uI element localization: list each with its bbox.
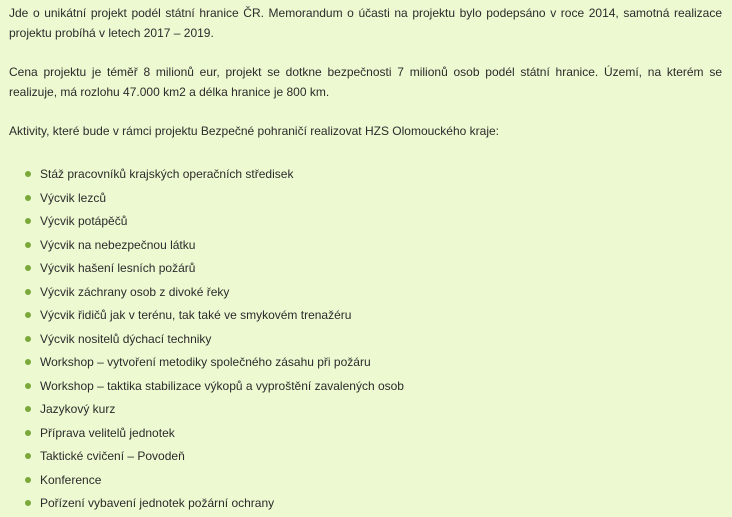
bullet-icon [25, 312, 31, 318]
activities-intro: Aktivity, které bude v rámci projektu Bezpečné pohraničí realizovat HZS Olomouckého kraje: [9, 124, 499, 138]
list-item-label: Pořízení vybavení jednotek požární ochrany [40, 496, 275, 510]
bullet-icon [25, 289, 31, 295]
bullet-icon [25, 195, 31, 201]
bullet-icon [25, 383, 31, 389]
list-item-label: Jazykový kurz [40, 402, 116, 416]
list-item-label: Výcvik lezců [40, 190, 107, 205]
list-item-label: Výcvik hašení lesních požárů [40, 261, 196, 275]
list-item-label: Výcvik řidičů jak v terénu, tak také ve smykovém trenažéru [40, 308, 352, 322]
bullet-icon [25, 265, 31, 271]
list-item-label: Výcvik záchrany osob z divoké řeky [40, 284, 230, 299]
activities-list [9, 164, 722, 517]
bullet-icon [25, 218, 31, 224]
list-item [9, 282, 722, 306]
list-item [9, 423, 722, 447]
bullet-icon [25, 171, 31, 177]
list-item-label: Workshop – vytvoření metodiky společného zásahu při požáru [40, 355, 371, 369]
list-item-label: Workshop – taktika stabilizace výkopů a vyproštění zavalených osob [40, 378, 404, 393]
list-item [9, 211, 722, 235]
list-item [9, 164, 722, 188]
list-item [9, 329, 722, 353]
list-item [9, 470, 722, 494]
project-description-paragraph: Jde o unikátní projekt podél státní hranice ČR. Memorandum o účasti na projektu bylo podepsáno v roce 2014, samotná realizace projektu probíhá v letech 2017 – 2019. [9, 6, 722, 40]
list-item-label: Výcvik nositelů dýchací techniky [40, 331, 212, 346]
list-item [9, 446, 722, 470]
bullet-icon [25, 242, 31, 248]
list-item [9, 399, 722, 423]
list-item [9, 305, 722, 329]
bullet-icon [25, 500, 31, 506]
list-item-label: Příprava velitelů jednotek [40, 425, 175, 440]
list-item [9, 352, 722, 376]
bullet-icon [25, 453, 31, 459]
list-item-label: Taktické cvičení – Povodeň [40, 449, 185, 463]
list-item [9, 188, 722, 212]
list-item [9, 376, 722, 400]
bullet-icon [25, 406, 31, 412]
list-item [9, 493, 722, 517]
list-item [9, 258, 722, 282]
bullet-icon [25, 336, 31, 342]
bullet-icon [25, 359, 31, 365]
list-item [9, 235, 722, 259]
list-item-label: Výcvik potápěčů [40, 214, 128, 228]
list-item-label: Stáž pracovníků krajských operačních středisek [40, 167, 294, 181]
list-item-label: Výcvik na nebezpečnou látku [40, 237, 196, 252]
bullet-icon [25, 477, 31, 483]
list-item-label: Konference [40, 472, 102, 487]
project-cost-paragraph: Cena projektu je téměř 8 milionů eur, projekt se dotkne bezpečnosti 7 milionů osob podél státní hranice. Území, na kterém se realizuje, má rozlohu 47.000 km2 a délka hranice je 800 km. [9, 65, 722, 99]
bullet-icon [25, 430, 31, 436]
